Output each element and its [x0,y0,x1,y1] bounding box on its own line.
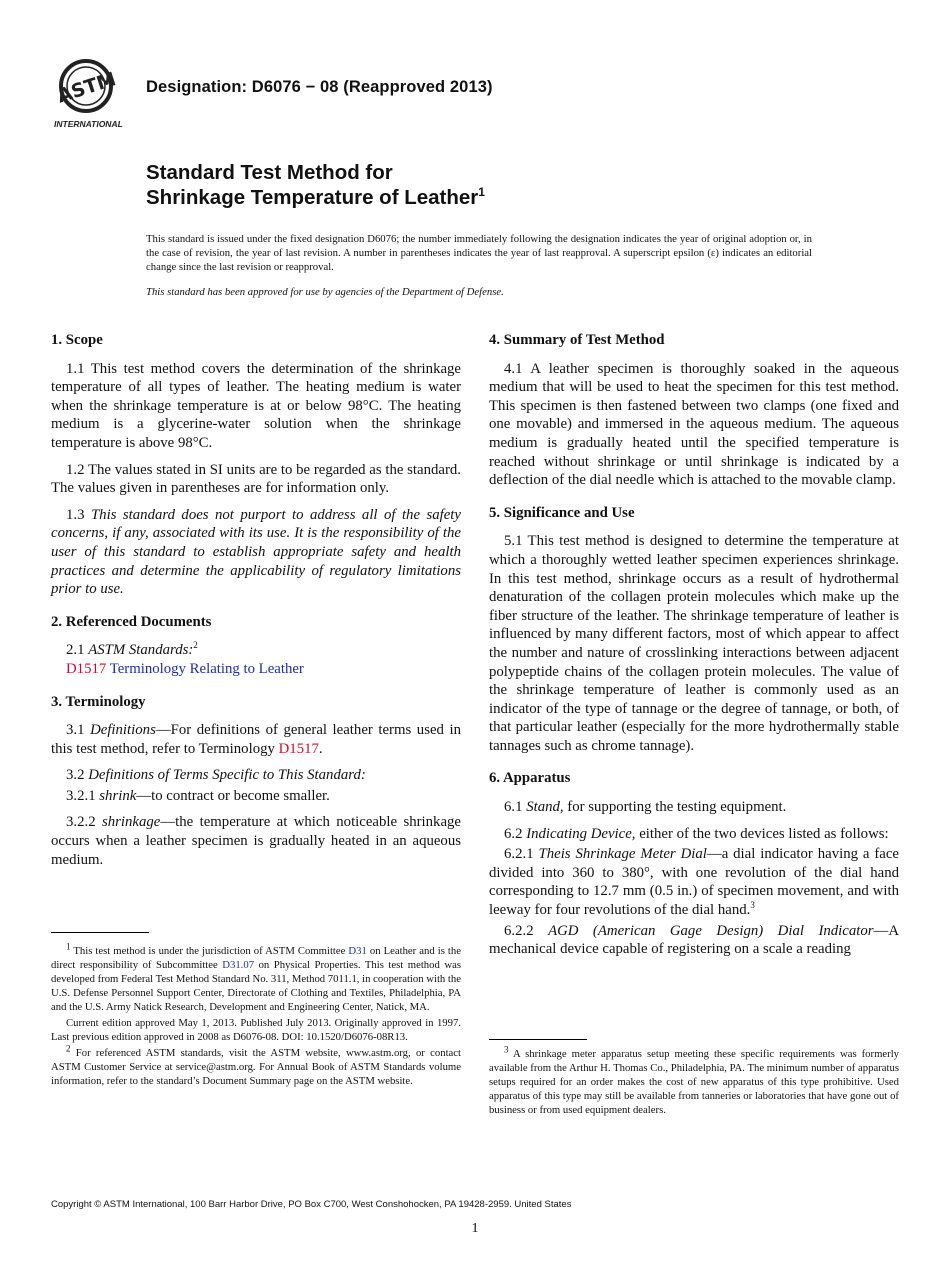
referenced-2-1-num: 2.1 [66,642,85,659]
reference-entry [51,660,461,679]
significance-heading: 5. Significance and Use [489,504,635,521]
terminology-3-1-text: —For definitions of general leather terms used in this test method, refer to Terminology [51,722,461,757]
terminology-3-2 [51,766,461,785]
svg-text:ASTM: ASTM [54,68,119,108]
copyright: Copyright © ASTM International, 100 Barr Harbor Drive, PO Box C700, West Conshohocken, PA 19428-2959. United States [51,1199,572,1210]
footnote-1 [51,941,461,1014]
apparatus-6-1-text: for supporting the testing equipment. [563,799,787,816]
apparatus-6-2-1-term: Theis Shrinkage Meter Dial [538,846,707,863]
footnote-2 [51,1043,461,1088]
right-column [489,331,899,967]
dod-note: This standard has been approved for use by agencies of the Department of Defense. [146,286,504,298]
apparatus-6-2-term: Indicating Device, [526,825,636,842]
terminology-3-2-2-text: —the temperature at which noticeable shrinkage occurs when a leather specimen is gradually heated in an aqueous medium. [51,814,461,868]
ref-d1517-link[interactable]: D1517 [66,660,107,677]
terminology-heading: 3. Terminology [51,693,146,710]
apparatus-6-2-num: 6.2 [504,825,523,842]
logo-subtext: INTERNATIONAL [54,119,123,129]
footnote-1-c: on Physical Properties. This test method was developed from Federal Test Method Standard No. 311, Method 7011.1, in cooperation with the U.S. Defense Personnel Support Center, Directorate of Clothing and Textiles, Philadelphia, PA and the U.S. Army Natick Research, Development and Engineering Center, Natick, MA. [51,959,461,1013]
scope-1-1: 1.1 This test method covers the determination of the shrinkage temperature of all types of leather. The heating medium is water when the shrinkage temperature is at or below 98°C. The heating medium is a glycerine-water solution when the shrinkage temperature is above 98°C. [51,360,461,451]
terminology-3-2-1 [51,787,461,806]
terminology-3-2-2-term: shrinkage [101,814,161,831]
referenced-2-1-sup: 2 [193,640,198,651]
apparatus-6-2-2-text: —A mechanical device capable of registering on a scale a reading [489,922,899,958]
d31-link[interactable]: D31 [348,945,367,957]
apparatus-6-2-1-sup: 3 [750,900,755,911]
significance-5-1: 5.1 This test method is designed to determine the temperature at which a thoroughly wetted leather specimen experiences shrinkage. In this test method, shrinkage occurs as a result of hydrothermal denaturation of the collagen protein molecules which make up the fiber structure of the leather. The shrinkage temperature of leather is influenced by many different factors, most of which appear to affect the number and nature of crosslinking interactions between adjacent polypeptide chains of the collagen protein molecules. The value of the shrinkage temperature of leather is commonly used as an indicator of the type of tannage or the degree of tannage, or both, of that particular leather (especially for the more hydrothermally stable tannages such as chrome tannage). [489,533,899,754]
referenced-2-1-label: ASTM Standards: [88,642,194,659]
apparatus-6-1 [489,798,899,817]
terminology-3-2-2-num: 3.2.2 [66,814,96,831]
d31-07-link[interactable]: D31.07 [222,959,255,971]
apparatus-6-2-2 [489,922,899,959]
scope-1-3-text: This standard does not purport to address all of the safety concerns, if any, associated with its use. It is the responsibility of the user of this standard to establish appropriate safety and health practices and determine the applicability of regulatory limitations prior to use. [51,506,461,598]
footnote-3-mark: 3 [504,1044,509,1055]
footnote-divider-left [51,932,149,933]
apparatus-6-2-1-num: 6.2.1 [504,846,534,863]
summary-4-1: 4.1 A leather specimen is thoroughly soaked in the aqueous medium that will be used to heat the specimen for this test method. This specimen is then fastened between two clamps (one fixed and one movable) and immersed in the aqueous medium. The aqueous medium is gradually heated until the specified temperature is reached without shrinkage or until shrinkage is indicated by a deflection of the dial needle which is attached to the movable clamp. [489,360,899,489]
referenced-2-1 [51,641,461,660]
footnotes-left [51,941,461,1088]
footnote-2-mark: 2 [66,1043,71,1054]
apparatus-heading: 6. Apparatus [489,770,571,787]
left-column [51,331,461,877]
terminology-3-2-text: Definitions of Terms Specific to This Standard: [88,767,366,784]
terminology-3-1-term: Definitions [90,722,156,739]
page-number: 1 [471,1221,479,1236]
footnote-1-a: This test method is under the jurisdiction of ASTM Committee [73,945,346,957]
footnote-1-b: on Leather and is the direct responsibility of Subcommittee [51,945,461,971]
title-footnote-mark: 1 [478,185,485,200]
apparatus-6-1-term: Stand, [526,799,564,816]
footnote-divider-right [489,1039,587,1040]
terminology-3-2-1-text: —to contract or become smaller. [136,787,330,804]
terminology-3-2-2 [51,813,461,869]
scope-heading: 1. Scope [51,332,103,348]
scope-1-3 [51,506,461,599]
footnotes-right [489,1044,900,1117]
apparatus-6-2-2-term: AGD (American Gage Design) Dial Indicator [548,922,874,939]
title-line-1: Standard Test Method for [146,161,393,184]
terminology-d1517-link[interactable]: D1517 [278,740,319,757]
apparatus-6-2 [489,825,899,844]
referenced-heading: 2. Referenced Documents [51,613,212,630]
designation: Designation: D6076 − 08 (Reapproved 2013) [146,78,493,96]
scope-1-3-num: 1.3 [66,506,85,523]
title-line-2-text: Shrinkage Temperature of Leather [146,186,479,209]
astm-logo [48,56,138,134]
ref-d1517-title-link[interactable]: Terminology Relating to Leather [109,660,304,677]
terminology-3-2-num: 3.2 [66,767,85,784]
apparatus-6-2-2-num: 6.2.2 [504,922,534,939]
title-line-2 [146,185,485,210]
apparatus-6-1-num: 6.1 [504,799,523,816]
apparatus-6-2-1 [489,845,899,919]
apparatus-6-2-text: either of the two devices listed as follows: [635,825,889,842]
footnote-3-text: A shrinkage meter apparatus setup meeting these specific requirements was formerly available from the Arthur H. Thomas Co., Philadelphia, PA. The minimum number of apparatus setups required for an order makes the cost of new apparatus of this type prohibitive. Used apparatus of this type may still be available from tanneries or laboratories that have gone out of business or from used equipment dealers. [489,1048,900,1116]
footnote-2-text: For referenced ASTM standards, visit the ASTM website, www.astm.org, or contact ASTM Customer Service at service@astm.org. For Annual Book of ASTM Standards volume information, refer to the standard’s Document Summary page on the ASTM website. [51,1047,461,1087]
footnote-1-mark: 1 [66,941,71,952]
apparatus-6-2-1-text: —a dial indicator having a face divided into 360 to 380°, with one revolution of the dial hand corresponding to 12.7 mm (0.5 in.) of specimen movement, and with leeway for four revolutions of the dial hand. [489,846,899,919]
terminology-3-1-end: . [318,740,323,757]
summary-heading: 4. Summary of Test Method [489,332,665,348]
document-title [146,160,485,210]
footnote-3 [489,1044,900,1117]
terminology-3-2-1-num: 3.2.1 [66,787,96,804]
terminology-3-2-1-term: shrink [99,787,137,804]
terminology-3-1-num: 3.1 [66,722,85,739]
terminology-3-1 [51,721,461,758]
footnote-1-edition: Current edition approved May 1, 2013. Published July 2013. Originally approved in 1997. Last previous edition approved in 2008 as D6076-08. DOI: 10.1520/D6076-08R13. [51,1017,461,1043]
scope-1-2: 1.2 The values stated in SI units are to be regarded as the standard. The values given in parentheses are for information only. [51,461,461,497]
issued-note: This standard is issued under the fixed designation D6076; the number immediately following the designation indicates the year of original adoption or, in the case of revision, the year of last revision. A number in parentheses indicates the year of last reapproval. A superscript epsilon (ε) indicates an editorial change since the last revision or reapproval. [146,233,812,273]
